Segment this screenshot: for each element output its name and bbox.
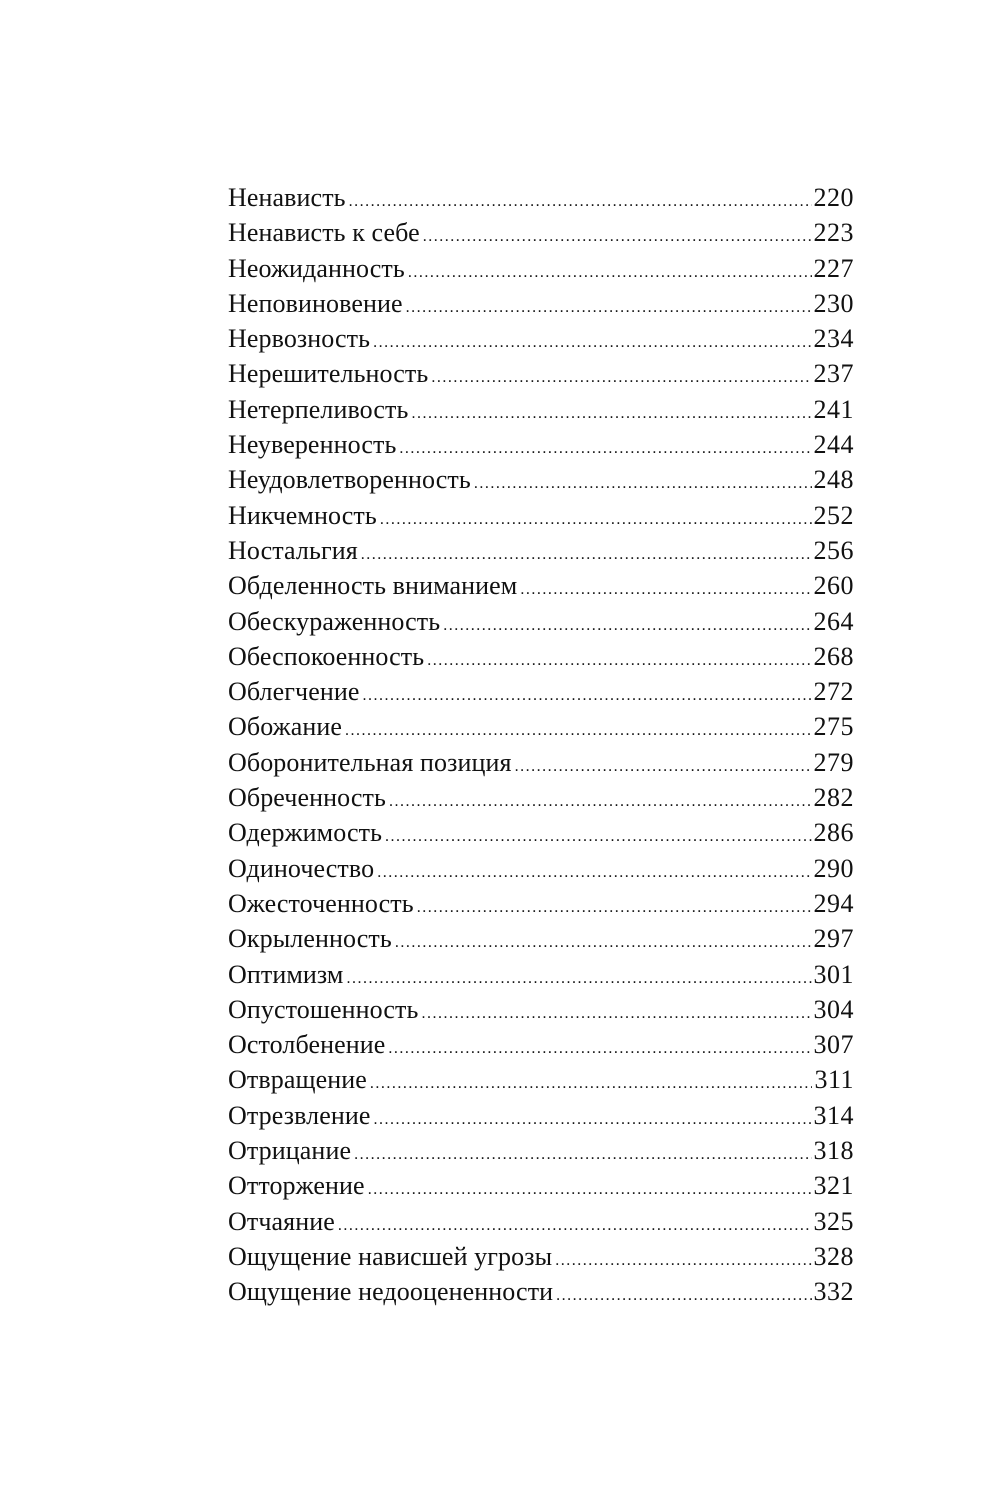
toc-entry [228, 356, 854, 391]
dot-leader [431, 360, 811, 395]
dot-leader [347, 961, 812, 996]
dot-leader [423, 219, 812, 254]
toc-entry [228, 886, 854, 921]
dot-leader [373, 325, 811, 360]
entry-title: Отчаяние [228, 1206, 335, 1236]
entry-page-number: 248 [813, 465, 854, 495]
entry-page-number: 260 [813, 571, 854, 601]
entry-title: Отрезвление [228, 1100, 371, 1130]
toc-entry [228, 1098, 854, 1133]
entry-page-number: 294 [813, 888, 854, 918]
toc-entry [228, 745, 854, 780]
toc-entry [228, 215, 854, 250]
entry-page-number: 286 [813, 818, 854, 848]
dot-leader [427, 643, 811, 678]
entry-page-number: 297 [813, 924, 854, 954]
entry-page-number: 332 [813, 1277, 854, 1307]
dot-leader [556, 1278, 811, 1313]
toc-entry [228, 286, 854, 321]
dot-leader [421, 996, 811, 1031]
dot-leader [520, 572, 811, 607]
toc-entry [228, 1027, 854, 1062]
entry-page-number: 227 [813, 253, 854, 283]
dot-leader [515, 749, 812, 784]
toc-entry [228, 498, 854, 533]
dot-leader [363, 678, 812, 713]
dot-leader [411, 396, 811, 431]
entry-page-number: 321 [813, 1171, 854, 1201]
entry-page-number: 304 [813, 994, 854, 1024]
entry-page-number: 230 [813, 288, 854, 318]
entry-page-number: 307 [813, 1030, 854, 1060]
entry-page-number: 325 [813, 1206, 854, 1236]
entry-title: Неповиновение [228, 288, 403, 318]
entry-title: Нетерпеливость [228, 394, 409, 424]
dot-leader [368, 1172, 812, 1207]
entry-title: Отторжение [228, 1171, 365, 1201]
entry-page-number: 314 [813, 1100, 854, 1130]
entry-page-number: 237 [813, 359, 854, 389]
entry-title: Отрицание [228, 1136, 352, 1166]
entry-title: Ностальгия [228, 535, 358, 565]
entry-page-number: 264 [813, 606, 854, 636]
entry-page-number: 244 [813, 430, 854, 460]
toc-entry [228, 321, 854, 356]
dot-leader [408, 255, 812, 290]
entry-page-number: 311 [814, 1065, 854, 1095]
dot-leader [417, 890, 812, 925]
toc-entry [228, 815, 854, 850]
entry-page-number: 279 [813, 747, 854, 777]
entry-title: Неудовлетворенность [228, 465, 471, 495]
dot-leader [474, 466, 812, 501]
dot-leader [345, 713, 811, 748]
entry-title: Неожиданность [228, 253, 405, 283]
dot-leader [377, 855, 811, 890]
toc-entry [228, 533, 854, 568]
entry-page-number: 328 [813, 1241, 854, 1271]
entry-title: Ощущение нависшей угрозы [228, 1241, 553, 1271]
entry-title: Одиночество [228, 853, 375, 883]
entry-page-number: 223 [813, 218, 854, 248]
dot-leader [389, 784, 812, 819]
entry-title: Обескураженность [228, 606, 441, 636]
toc-entry [228, 392, 854, 427]
entry-title: Ожесточенность [228, 888, 414, 918]
entry-title: Нерешительность [228, 359, 429, 389]
entry-page-number: 234 [813, 324, 854, 354]
toc-entry [228, 957, 854, 992]
toc-entry [228, 709, 854, 744]
toc-entry [228, 568, 854, 603]
toc-entry [228, 180, 854, 215]
dot-leader [354, 1137, 811, 1172]
entry-page-number: 282 [813, 783, 854, 813]
entry-title: Ощущение недооцененности [228, 1277, 554, 1307]
entry-title: Ненависть к себе [228, 218, 420, 248]
dot-leader [399, 431, 811, 466]
entry-title: Обеспокоенность [228, 641, 425, 671]
toc-entry [228, 427, 854, 462]
toc-entry [228, 921, 854, 956]
entry-title: Отвращение [228, 1065, 367, 1095]
dot-leader [338, 1208, 812, 1243]
entry-page-number: 275 [813, 712, 854, 742]
dot-leader [349, 184, 812, 219]
toc-entry [228, 674, 854, 709]
entry-title: Никчемность [228, 500, 377, 530]
entry-page-number: 256 [813, 535, 854, 565]
toc-entry [228, 851, 854, 886]
entry-title: Ненависть [228, 183, 346, 212]
entry-page-number: 290 [813, 853, 854, 883]
entry-page-number: 318 [813, 1136, 854, 1166]
entry-title: Остолбенение [228, 1030, 386, 1060]
entry-title: Опустошенность [228, 994, 419, 1024]
dot-leader [380, 502, 812, 537]
toc-entry [228, 1274, 854, 1309]
entry-title: Нервозность [228, 324, 371, 354]
toc-entry [228, 1062, 854, 1097]
dot-leader [395, 925, 812, 960]
entry-page-number: 301 [813, 959, 854, 989]
toc-entry [228, 1133, 854, 1168]
dot-leader [361, 537, 812, 572]
toc-entry [228, 604, 854, 639]
toc-entry [228, 1239, 854, 1274]
entry-page-number: 241 [813, 394, 854, 424]
entry-title: Обожание [228, 712, 343, 742]
entry-title: Одержимость [228, 818, 383, 848]
entry-title: Неуверенность [228, 430, 397, 460]
entry-page-number: 220 [813, 183, 854, 212]
toc-entry [228, 251, 854, 286]
table-of-contents [228, 180, 854, 1310]
toc-entry [228, 1168, 854, 1203]
entry-page-number: 272 [813, 677, 854, 707]
toc-entry [228, 780, 854, 815]
dot-leader [443, 608, 811, 643]
entry-page-number: 268 [813, 641, 854, 671]
entry-title: Облегчение [228, 677, 360, 707]
entry-title: Обреченность [228, 783, 386, 813]
entry-title: Обделенность вниманием [228, 571, 518, 601]
toc-entry [228, 462, 854, 497]
toc-entry [228, 992, 854, 1027]
toc-entry [228, 639, 854, 674]
entry-title: Оборонительная позиция [228, 747, 512, 777]
entry-title: Окрыленность [228, 924, 392, 954]
dot-leader [385, 819, 811, 854]
dot-leader [406, 290, 812, 325]
toc-entry [228, 1204, 854, 1239]
dot-leader [555, 1243, 811, 1278]
entry-title: Оптимизм [228, 959, 344, 989]
dot-leader [374, 1102, 812, 1137]
dot-leader [370, 1066, 813, 1101]
entry-page-number: 252 [813, 500, 854, 530]
dot-leader [388, 1031, 811, 1066]
